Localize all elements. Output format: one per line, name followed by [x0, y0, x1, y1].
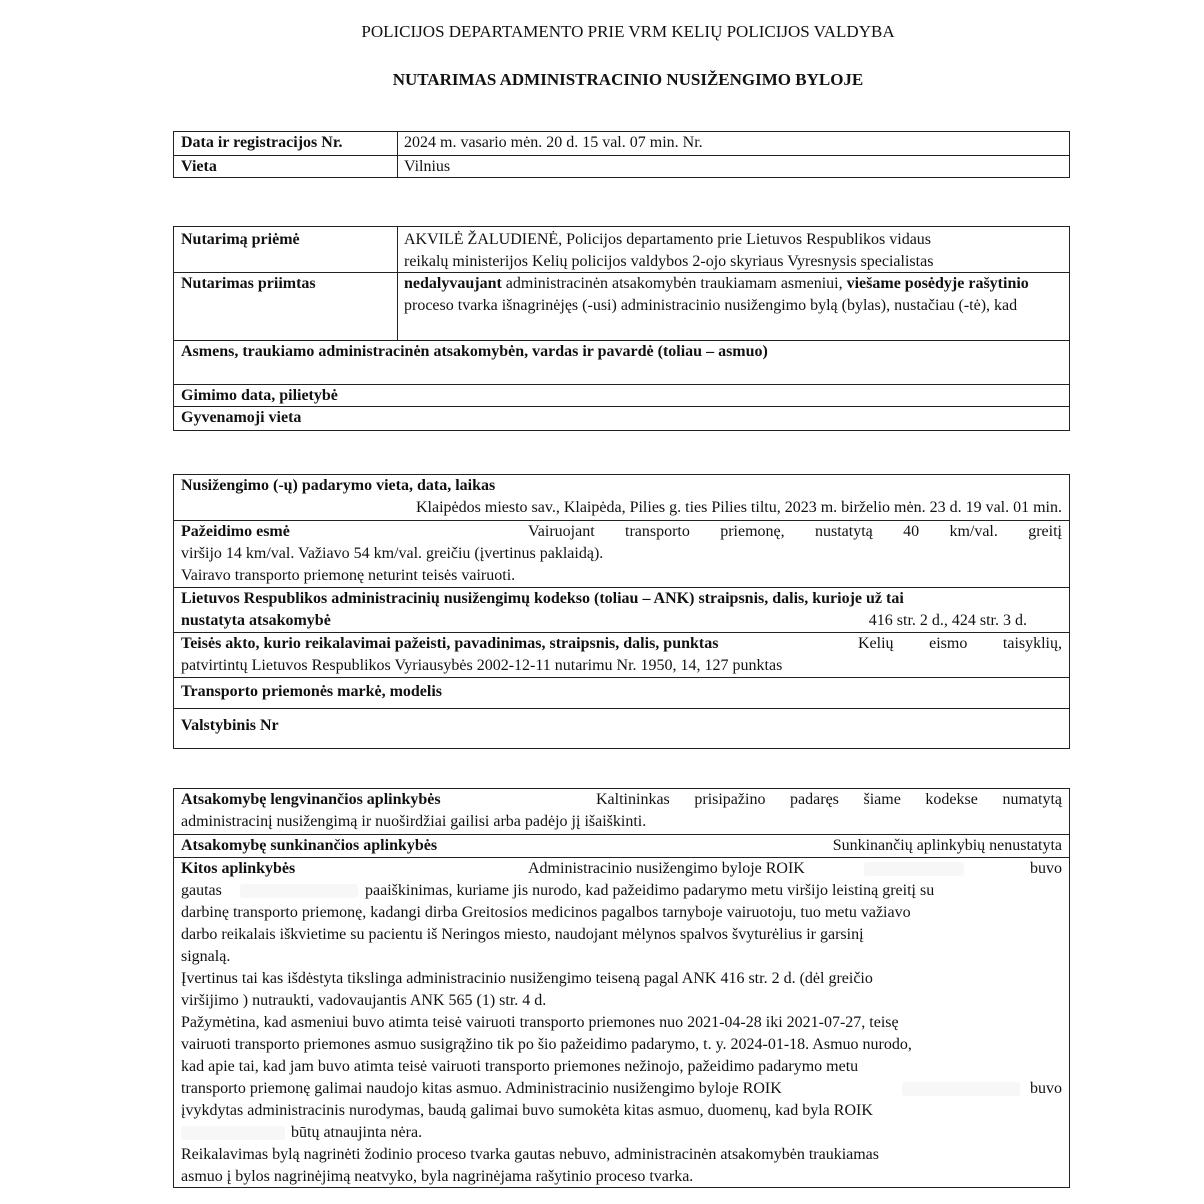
other-line-1a: Administracinio nusižengimo byloje ROIK: [528, 860, 805, 877]
other-line-13: būtų atnaujinta nėra.: [291, 1124, 423, 1141]
other-row: [174, 857, 1069, 1187]
redaction-mark: [181, 1126, 285, 1140]
essence-label: Pažeidimo esmė: [181, 523, 290, 540]
adopted-label: Nutarimas priimtas: [181, 275, 316, 292]
ank-label-1: Lietuvos Respublikos administracinių nusižengimų kodekso (toliau – ANK) straipsnis, dalis, kurioje už tai: [181, 590, 904, 607]
other-line-10: kad apie tai, kad jam buvo atimta teisė vairuoti transporto priemones nežinojo, pažeidimo padarymo metu: [181, 1058, 859, 1075]
offense-place-value: Klaipėdos miesto sav., Klaipėda, Pilies g. ties Pilies tiltu, 2023 m. birželio mėn. 23 d. 19 val. 01 min.: [416, 499, 1062, 516]
ank-row: [174, 587, 1069, 632]
adopted-bold-2: viešame posėdyje rašytinio: [846, 275, 1029, 292]
offense-place-row: [174, 475, 1069, 520]
aggravating-value: Sunkinančių aplinkybių nenustatyta: [832, 837, 1062, 854]
essence-line-1: Vairuojant transporto priemonę, nustatytą 40 km/val. greitį: [528, 523, 1062, 540]
law-label: Teisės akto, kurio reikalavimai pažeisti, pavadinimas, straipsnis, dalis, punktas: [181, 635, 719, 652]
plate-label: Valstybinis Nr: [181, 717, 279, 734]
date-label: Data ir registracijos Nr.: [181, 134, 343, 151]
adopted-text-1: administracinėn atsakomybėn traukiamam asmeniui,: [501, 275, 847, 292]
ank-label-2: nustatyta atsakomybė: [181, 612, 331, 629]
place-row: [174, 155, 1069, 177]
adopted-bold-1: nedalyvaujant: [404, 275, 502, 292]
residence-row: [174, 407, 1069, 429]
adopted-text-2: proceso tvarka išnagrinėjęs (-usi) administracinio nusižengimo bylą (bylas), nustačiau (-tė), kad: [404, 297, 1018, 314]
place-value: Vilnius: [404, 158, 451, 175]
plate-row: [174, 708, 1069, 748]
issuer-value: [404, 229, 1062, 273]
date-value: 2024 m. vasario mėn. 20 d. 15 val. 07 min. Nr.: [404, 134, 703, 151]
other-line-2b: paaiškinimas, kuriame jis nurodo, kad pažeidimo padarymo metu viršijo leistiną greitį su: [365, 882, 935, 899]
agency-heading: POLICIJOS DEPARTAMENTO PRIE VRM KELIŲ POLICIJOS VALDYBA: [361, 22, 895, 41]
ank-value: 416 str. 2 d., 424 str. 3 d.: [868, 612, 1027, 629]
birth-label: Gimimo data, pilietybė: [181, 387, 338, 404]
vehicle-label: Transporto priemonės markė, modelis: [181, 683, 443, 700]
essence-line-2: viršijo 14 km/val. Važiavo 54 km/val. greičiu (įvertinus paklaidą).: [181, 545, 604, 562]
essence-line-3: Vairavo transporto priemonę neturint teisės vairuoti.: [181, 567, 516, 584]
other-line-6: Įvertinus tai kas išdėstyta tikslinga administracinio nusižengimo teiseną pagal ANK 416 str. 2 d. (dėl greičio: [181, 970, 873, 987]
person-label: Asmens, traukiamo administracinėn atsakomybėn, vardas ir pavardė (toliau – asmuo): [181, 343, 768, 360]
adopted-row: [174, 272, 1069, 340]
mitigating-row: [174, 789, 1069, 834]
decision-table: [173, 226, 1070, 431]
issuer-label: Nutarimą priėmė: [181, 231, 300, 248]
issuer-line-2: reikalų ministerijos Kelių policijos valdybos 2-ojo skyriaus Vyresnysis specialistas: [404, 253, 934, 270]
registration-table: [173, 131, 1070, 178]
law-value-2: patvirtintų Lietuvos Respublikos Vyriausybės 2002-12-11 nutarimu Nr. 1950, 14, 127 punktas: [181, 657, 783, 674]
other-line-2a: gautas: [181, 882, 222, 899]
birth-row: [174, 385, 1069, 407]
redaction-mark: [240, 884, 358, 898]
other-line-15: asmuo į bylos nagrinėjimą neatvyko, byla nagrinėjama rašytinio proceso tvarka.: [181, 1168, 694, 1185]
issuer-row: [174, 227, 1069, 272]
date-row: [174, 132, 1069, 155]
residence-label: Gyvenamoji vieta: [181, 409, 302, 426]
adopted-value: [404, 273, 1062, 317]
mitigating-line-1: Kaltininkas prisipažino padaręs šiame kodekse numatytą: [596, 791, 1062, 808]
issuer-line-1: AKVILĖ ŽALUDIENĖ, Policijos departamento prie Lietuvos Respublikos vidaus: [404, 231, 932, 248]
other-line-3: darbinę transporto priemonę, kadangi dirba Greitosios medicinos pagalbos tarnyboje vairuotoju, tuo metu važiavo: [181, 904, 911, 921]
other-line-1b: buvo: [1030, 860, 1062, 877]
aggravating-label: Atsakomybę sunkinančios aplinkybės: [181, 837, 438, 854]
law-value-1: Kelių eismo taisyklių,: [858, 635, 1062, 652]
document-title: NUTARIMAS ADMINISTRACINIO NUSIŽENGIMO BYLOJE: [392, 70, 864, 89]
essence-row: [174, 520, 1069, 587]
vehicle-row: [174, 677, 1069, 708]
other-line-5: signalą.: [181, 948, 231, 965]
mitigating-line-2: administracinį nusižengimą ir nuoširdžiai gailisi arba padėjo jį išaiškinti.: [181, 813, 647, 830]
offense-table: [173, 474, 1070, 749]
other-label: Kitos aplinkybės: [181, 860, 296, 877]
other-line-7: viršijimo ) nutraukti, vadovaujantis ANK 565 (1) str. 4 d.: [181, 992, 547, 1009]
other-line-8: Pažymėtina, kad asmeniui buvo atimta teisė vairuoti transporto priemones nuo 2021-04-28 iki 2021-07-27, teisę: [181, 1014, 899, 1031]
other-line-11a: transporto priemonę galimai naudojo kitas asmuo. Administracinio nusižengimo byloje ROIK: [181, 1080, 782, 1097]
redaction-mark: [864, 862, 964, 876]
other-line-12: įvykdytas administracinis nurodymas, baudą galimai buvo sumokėta kitas asmuo, duomenų, kad byla ROIK: [181, 1102, 873, 1119]
other-line-11b: buvo: [1030, 1080, 1062, 1097]
mitigating-label: Atsakomybę lengvinančios aplinkybės: [181, 791, 441, 808]
person-row: [174, 340, 1069, 385]
aggravating-row: [174, 834, 1069, 857]
law-row: [174, 632, 1069, 677]
other-line-9: vairuoti transporto priemones asmuo susigrąžino tik po šio pažeidimo padarymo, t. y. 2024-01-18. Asmuo nurodo,: [181, 1036, 912, 1053]
circumstances-table: [173, 788, 1070, 1188]
other-line-14: Reikalavimas bylą nagrinėti žodinio proceso tvarka gautas nebuvo, administracinėn atsakomybėn traukiamas: [181, 1146, 880, 1163]
redaction-mark: [902, 1082, 1020, 1096]
place-label: Vieta: [181, 158, 217, 175]
offense-place-label: Nusižengimo (-ų) padarymo vieta, data, laikas: [181, 477, 496, 494]
other-line-4: darbo reikalais iškvietime su pacientu iš Neringos miesto, naudojant mėlynos spalvos švyturėlius ir garsinį: [181, 926, 864, 943]
